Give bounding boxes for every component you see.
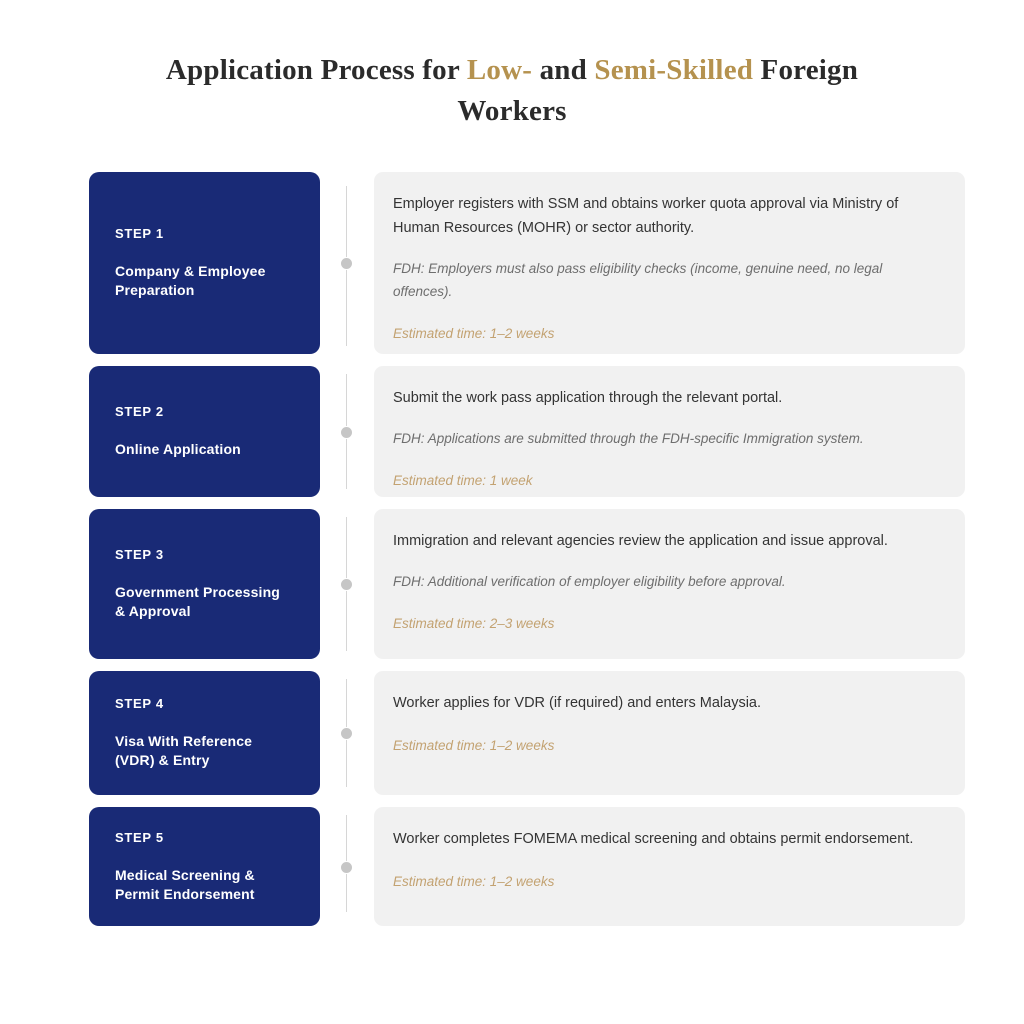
step-detail-panel-4 (374, 671, 965, 795)
connector-dot-icon (340, 426, 353, 439)
connector-dot-icon (340, 578, 353, 591)
step-title-label: Online Application (115, 441, 241, 457)
page-title (162, 50, 862, 132)
step-card-3[interactable] (89, 509, 320, 659)
step-title-label: Visa With Reference (VDR) & Entry (115, 733, 253, 768)
step-estimated-time: Estimated time: 1–2 weeks (393, 874, 555, 889)
process-step-row (89, 807, 965, 926)
step-number-label: STEP 4 (115, 696, 164, 711)
process-flow (0, 172, 1024, 926)
process-step-row (89, 509, 965, 659)
step-card-4[interactable] (89, 671, 320, 795)
step-detail-panel-1 (374, 172, 965, 354)
step-estimated-time: Estimated time: 1–2 weeks (393, 738, 555, 753)
step-fdh-note: FDH: Employers must also pass eligibility checks (income, genuine need, no legal offences). (393, 261, 883, 299)
step-connector-2 (320, 366, 374, 497)
process-step-row (89, 671, 965, 795)
step-description: Employer registers with SSM and obtains worker quota approval via Ministry of Human Resources (MOHR) or sector authority. (393, 196, 899, 236)
step-estimated-time: Estimated time: 1 week (393, 473, 533, 488)
page-title-part-0: Application Process for (165, 54, 467, 86)
page-title-accent-1: Low- (466, 54, 533, 86)
title-block (0, 0, 1024, 132)
step-detail-panel-3 (374, 509, 965, 659)
connector-dot-icon (340, 257, 353, 270)
step-number-label: STEP 3 (115, 547, 164, 562)
step-description: Worker completes FOMEMA medical screening and obtains permit endorsement. (393, 831, 914, 847)
step-title-label: Company & Employee Preparation (115, 263, 266, 298)
connector-dot-icon (340, 861, 353, 874)
step-estimated-time: Estimated time: 1–2 weeks (393, 326, 555, 341)
page-title-part-4: Foreign Workers (457, 54, 859, 127)
step-detail-panel-5 (374, 807, 965, 926)
step-card-2[interactable] (89, 366, 320, 497)
step-description: Worker applies for VDR (if required) and enters Malaysia. (393, 695, 762, 711)
step-connector-3 (320, 509, 374, 659)
connector-dot-icon (340, 727, 353, 740)
step-connector-4 (320, 671, 374, 795)
page-title-accent-3: Semi-Skilled (594, 54, 754, 86)
step-card-5[interactable] (89, 807, 320, 926)
step-detail-panel-2 (374, 366, 965, 497)
step-number-label: STEP 2 (115, 404, 164, 419)
process-step-row (89, 366, 965, 497)
step-title-label: Government Processing & Approval (115, 584, 280, 619)
process-step-row (89, 172, 965, 354)
step-card-1[interactable] (89, 172, 320, 354)
step-fdh-note: FDH: Applications are submitted through the FDH-specific Immigration system. (393, 431, 864, 446)
step-description: Immigration and relevant agencies review the application and issue approval. (393, 533, 888, 549)
step-estimated-time: Estimated time: 2–3 weeks (393, 616, 555, 631)
step-fdh-note: FDH: Additional verification of employer eligibility before approval. (393, 574, 786, 589)
step-title-label: Medical Screening & Permit Endorsement (115, 866, 255, 902)
step-connector-1 (320, 172, 374, 354)
step-description: Submit the work pass application through the relevant portal. (393, 390, 783, 406)
page-title-part-2: and (532, 54, 595, 86)
step-number-label: STEP 5 (115, 829, 164, 845)
step-number-label: STEP 1 (115, 226, 164, 241)
step-connector-5 (320, 807, 374, 926)
